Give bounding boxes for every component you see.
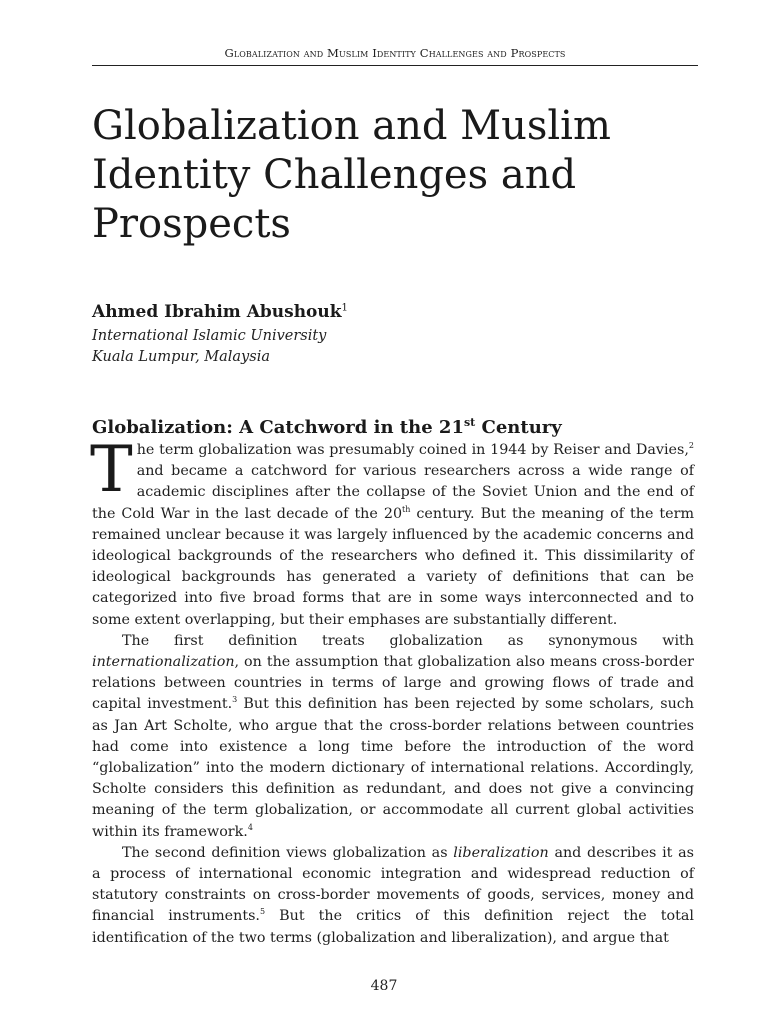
header-rule xyxy=(92,65,698,66)
paragraph-1-text-a: he term globalization was presumably coined in 1944 by Reiser and Davies, xyxy=(136,442,689,458)
ordinal-superscript: th xyxy=(402,504,411,514)
paragraph-3-text-c: But the critics of this definition reject the total identification of the two terms (globalization and liberalization), and argue that xyxy=(92,908,694,946)
footnote-ref-2: 2 xyxy=(688,441,694,451)
author-footnote-mark: 1 xyxy=(341,302,348,314)
footnote-ref-4: 4 xyxy=(247,822,253,832)
paragraph-3-text-a: The second definition views globalization as xyxy=(122,844,454,861)
running-head: Globalization and Muslim Identity Challenges and Prospects xyxy=(224,46,566,60)
paragraph-1-text-c: century. But the meaning of the term remained unclear because it was largely influenced by the academic concerns and ideological backgrounds of the researchers who defined it. This dissimilarity of ideological backgrounds has generated a variety of definitions that can be categorized into five broad forms that are in some ways interconnected and to some extent overlapping, but their emphases are substantially different. xyxy=(92,505,695,628)
author-affiliation-location: Kuala Lumpur, Malaysia xyxy=(92,349,270,365)
footnote-ref-3: 3 xyxy=(232,695,238,705)
section-heading-superscript: st xyxy=(463,416,476,429)
paragraph-2-text-c: But this definition has been rejected by some scholars, such as Jan Art Scholte, who argue that the cross-border relations between countries had come into existence a long time before the introduction of the word “globalization” into the modern dictionary of international relations. Accordingly, Scholte considers this definition as redundant, and does not give a convincing meaning of the term globalization, or accommodate all current global activities within its framework. xyxy=(92,696,695,840)
paragraph-2 xyxy=(92,631,694,843)
section-heading-end: Century xyxy=(475,417,562,438)
emphasis-liberalization: liberalization xyxy=(453,844,549,861)
paragraph-1-text-b: and became a catchword for various researchers across a wide range of academic disciplines after the collapse of the Soviet Union and the end of the Cold War in the last decade of the 20 xyxy=(92,463,694,522)
emphasis-internationalization: internationalization xyxy=(92,654,235,671)
section-heading xyxy=(92,416,562,438)
paragraph-2-text-a: The first definition treats globalization as synonymous with xyxy=(122,632,694,649)
footnote-ref-5: 5 xyxy=(259,907,266,917)
paragraph-1 xyxy=(90,433,695,631)
section-heading-main: Globalization: A Catchword in the 21 xyxy=(92,417,464,438)
paragraph-3 xyxy=(92,843,694,949)
drop-cap: T xyxy=(90,433,133,507)
paragraph-3-text-b: and describes it as a process of international economic integration and widespread reduction of statutory constraints on cross-border movements of goods, services, money and financial instruments. xyxy=(92,844,694,925)
author-name-text: Ahmed Ibrahim Abushouk xyxy=(92,302,342,322)
page-number: 487 xyxy=(370,978,398,994)
article-title: Globalization and Muslim Identity Challenges and Prospects xyxy=(92,103,611,247)
body-text xyxy=(90,433,695,949)
author-affiliation-institution: International Islamic University xyxy=(92,328,327,344)
author-name xyxy=(92,302,348,322)
paragraph-2-text-b: , on the assumption that globalization also means cross-border relations between countries in terms of large and growing flows of trade and capital investment. xyxy=(92,654,694,713)
